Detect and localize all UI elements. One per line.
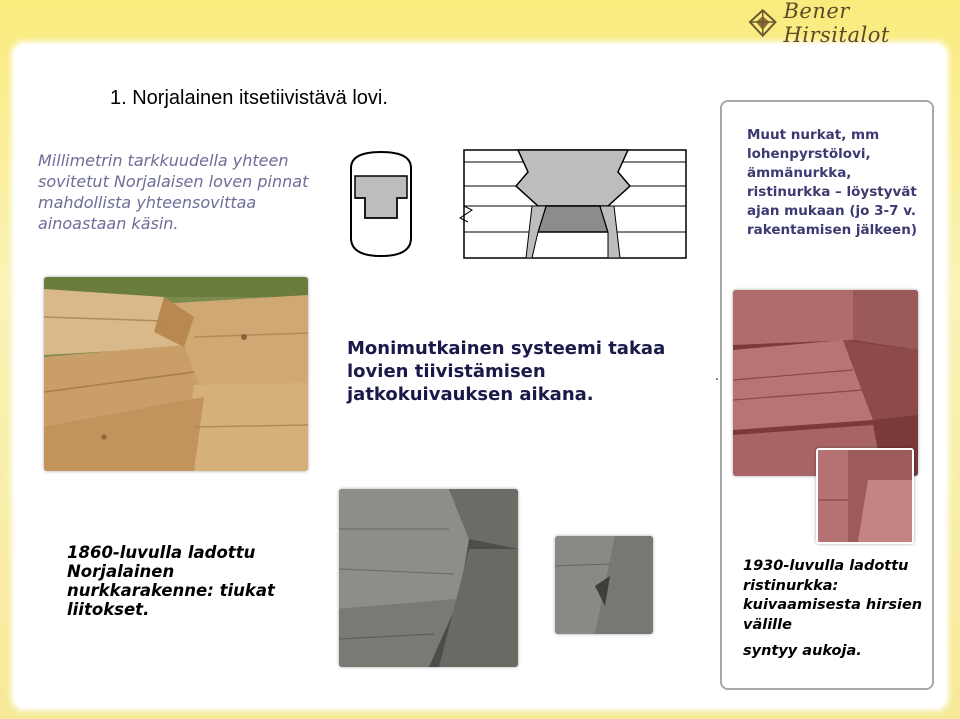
notch-joint-diagram: [458, 148, 688, 260]
caption-1930: 1930-luvulla ladottu ristinurkka: kuivaamisesta hirsien välille: [743, 558, 923, 633]
page-title: 1. Norjalainen itsetiivistävä lovi.: [110, 87, 388, 109]
caption-1930-end: syntyy aukoja.: [743, 643, 862, 659]
stray-dot: [716, 378, 718, 380]
middle-text: Monimutkainen systeemi takaa lovien tiivistämisen jatkokuivauksen aikana.: [347, 338, 666, 405]
other-corners-text: Muut nurkat, mm lohenpyrstölovi, ämmänurkka, ristinurkka – löystyvät ajan mukaan (jo 3-7 v. rakentamisen jälkeen): [747, 127, 917, 238]
notch-profile-diagram: [345, 148, 417, 260]
grey-log-detail-photo: [555, 536, 653, 634]
grey-log-photo: [339, 489, 518, 667]
ornament-icon: [748, 8, 777, 38]
caption-1860: 1860-luvulla ladottu Norjalainen nurkkarakenne: tiukat liitokset.: [67, 543, 275, 619]
log-corner-photo: [44, 277, 308, 471]
intro-text: Millimetrin tarkkuudella yhteen sovitetut Norjalaisen loven pinnat mahdollista yhteensovittaa ainoastaan käsin.: [38, 151, 309, 233]
brand-logo: [748, 0, 960, 47]
red-log-detail-photo: [816, 448, 914, 544]
brand-name: Bener Hirsitalot: [783, 0, 890, 47]
